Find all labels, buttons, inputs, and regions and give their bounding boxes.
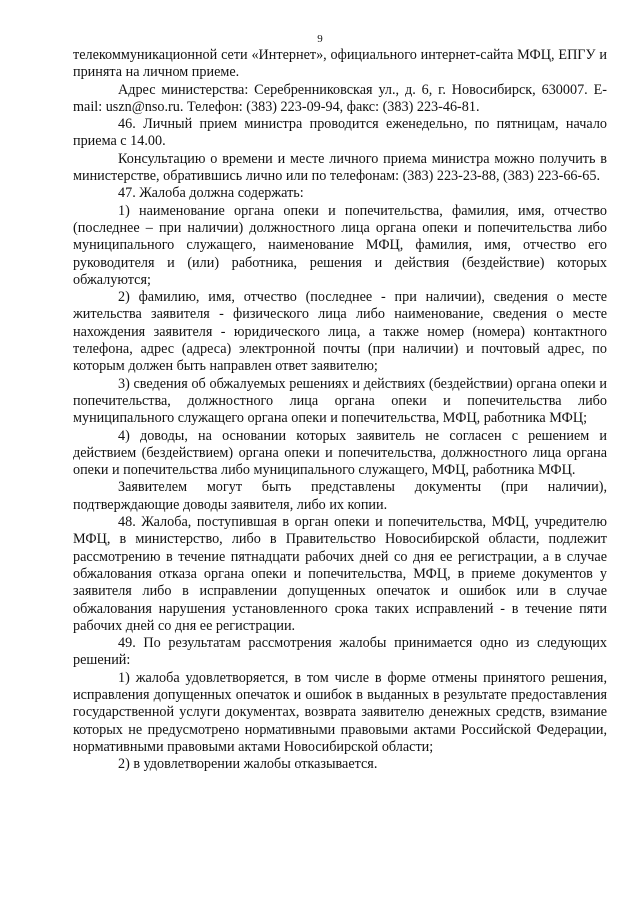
- paragraph: 47. Жалоба должна содержать:: [118, 185, 304, 202]
- paragraph: 4) доводы, на основании которых заявитель не согласен с решением и действием (бездействием) органа опеки и попечительства, должностного лица органа опеки и попечительства либо муниципального служащего, МФЦ, работника МФЦ.: [73, 427, 607, 479]
- paragraph: 2) фамилию, имя, отчество (последнее - при наличии), сведения о месте жительства заявителя - физического лица либо наименование, сведения о месте нахождения заявителя - юридического лица, а также номер (номера) контактного телефона, адрес (адреса) электронной почты (при наличии) и почтовый адрес, по которым должен быть направлен ответ заявителю;: [73, 289, 607, 375]
- paragraph: Заявителем могут быть представлены документы (при наличии), подтверждающие доводы заявителя, либо их копии.: [73, 479, 607, 513]
- paragraph: 1) жалоба удовлетворяется, в том числе в форме отмены принятого решения, исправления допущенных опечаток и ошибок в выданных в результате предоставления государственной услуги документах, возврата заявителю денежных средств, взимание которых не предусмотрено нормативными правовыми актами Российской Федерации, нормативными правовыми актами Новосибирской области;: [73, 669, 607, 755]
- document-body: [73, 47, 607, 773]
- paragraph: 46. Личный прием министра проводится еженедельно, по пятницам, начало приема с 14.00.: [73, 116, 607, 150]
- paragraph: телекоммуникационной сети «Интернет», официального интернет-сайта МФЦ, ЕПГУ и принята на личном приеме.: [73, 47, 607, 81]
- paragraph: 3) сведения об обжалуемых решениях и действиях (бездействии) органа опеки и попечительства, должностного лица органа опеки и попечительства либо муниципального служащего органа опеки и попечительства, МФЦ, работника МФЦ;: [73, 375, 607, 427]
- paragraph: 48. Жалоба, поступившая в орган опеки и попечительства, МФЦ, учредителю МФЦ, в министерство, либо в Правительство Новосибирской области, подлежит рассмотрению в течение пятнадцати рабочих дней со дня ее регистрации, а в случае обжалования отказа органа опеки и попечительства, МФЦ, в приеме документов у заявителя либо в исправлении допущенных опечаток и ошибок или в случае обжалования нарушения установленного срока таких исправлений - в течение пяти рабочих дней со дня ее регистрации.: [73, 514, 607, 634]
- paragraph: 2) в удовлетворении жалобы отказывается.: [118, 756, 378, 773]
- paragraph: 49. По результатам рассмотрения жалобы принимается одно из следующих решений:: [73, 635, 607, 669]
- paragraph: Консультацию о времени и месте личного приема министра можно получить в министерстве, обратившись лично или по телефонам: (383) 223-23-88, (383) 223-66-65.: [73, 150, 607, 185]
- paragraph: Адрес министерства: Серебренниковская ул., д. 6, г. Новосибирск, 630007. E-mail: uszn@nso.ru. Телефон: (383) 223-09-94, факс: (383) 223-46-81.: [73, 81, 607, 115]
- paragraph: 1) наименование органа опеки и попечительства, фамилия, имя, отчество (последнее – при наличии) должностного лица органа опеки и попечительства либо муниципального служащего, наименование МФЦ, фамилия, имя, отчество его руководителя и (или) работника, решения и действия (бездействие) которых обжалуются;: [73, 202, 607, 288]
- page-number: 9: [317, 33, 323, 45]
